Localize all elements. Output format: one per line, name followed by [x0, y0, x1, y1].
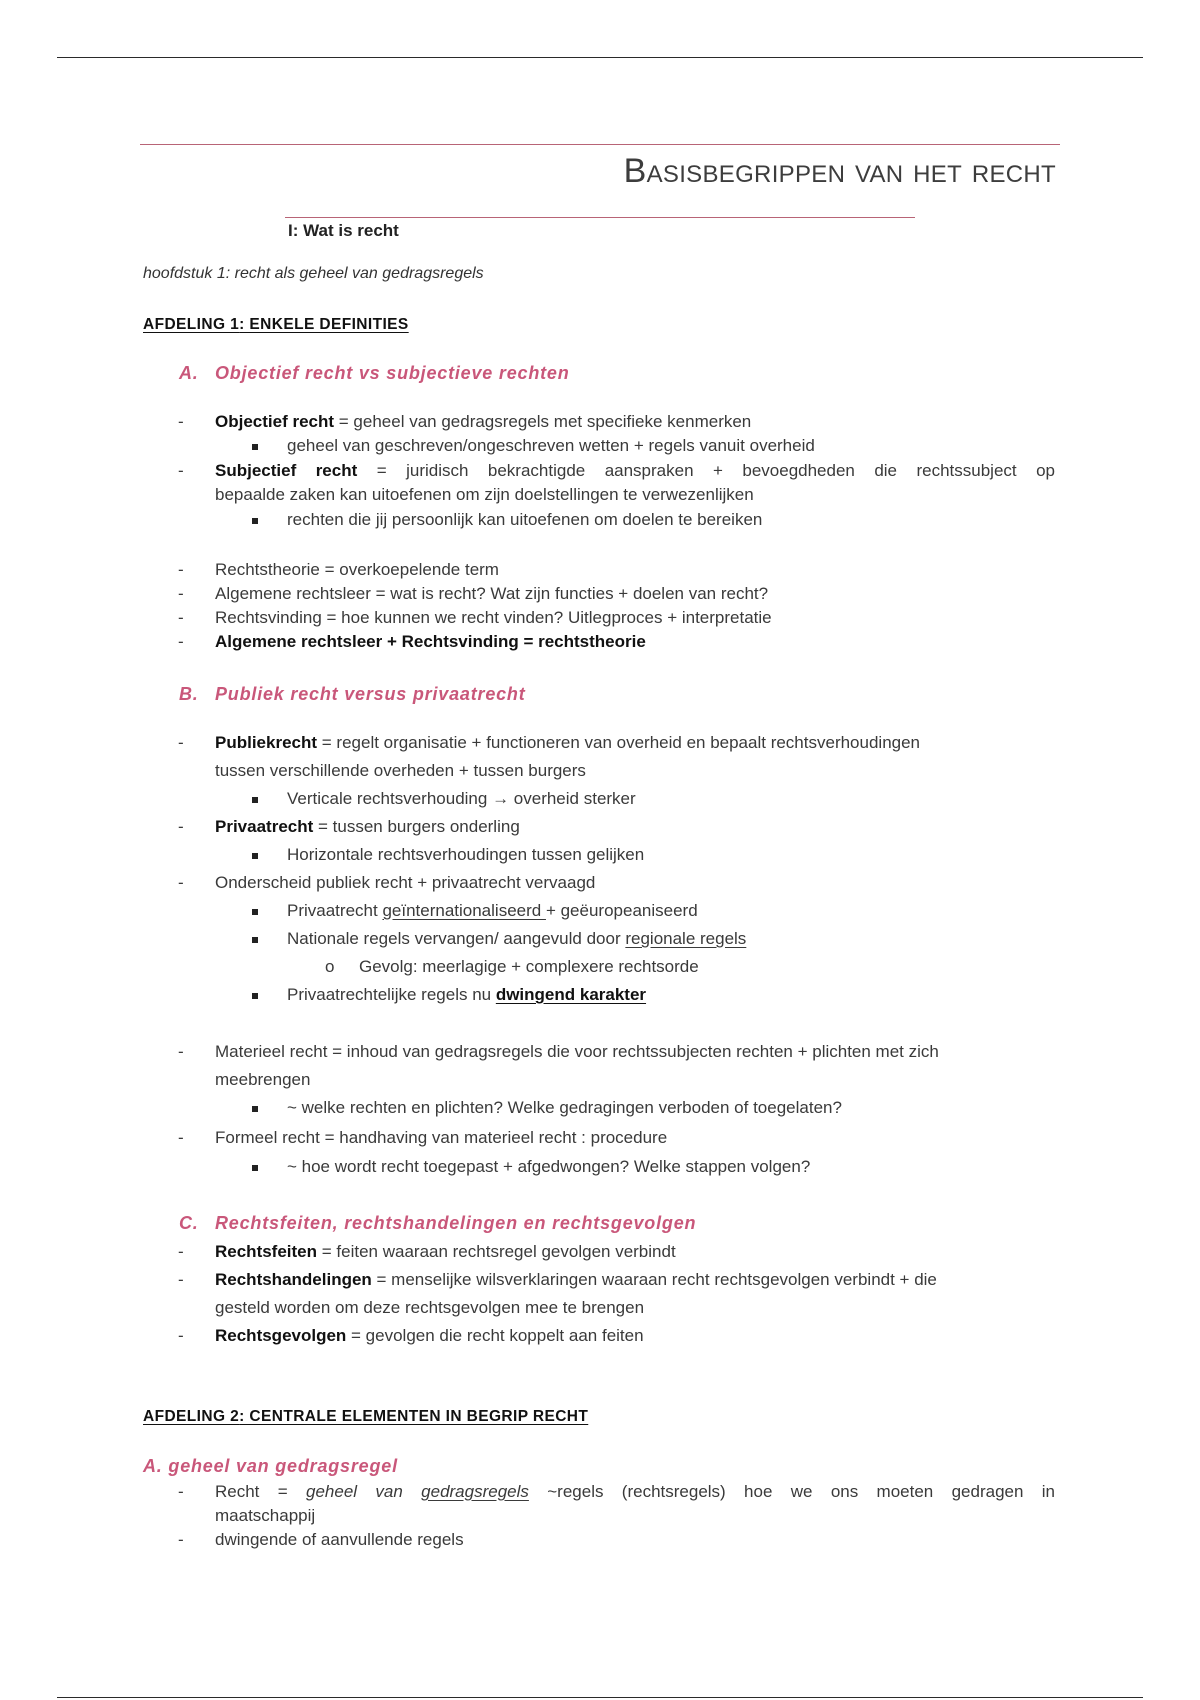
- bullet-square-icon: [252, 901, 258, 921]
- chapter-heading: hoofdstuk 1: recht als geheel van gedragsregels: [143, 265, 484, 282]
- list-item-continuation: bepaalde zaken kan uitoefenen om zijn doelstellingen te verwezenlijken: [215, 485, 754, 504]
- dash-marker: -: [178, 461, 184, 480]
- term: Objectief recht: [215, 412, 335, 431]
- list-item: Rechtsvinding = hoe kunnen we recht vinden? Uitlegproces + interpretatie: [215, 608, 772, 627]
- dash-marker: -: [178, 817, 184, 836]
- section-b-heading: [179, 684, 526, 705]
- afdeling-2-prefix: AFDELING 2: [143, 1408, 240, 1425]
- list-item: Rechtstheorie = overkoepelende term: [215, 560, 499, 579]
- list-item: [215, 461, 1055, 481]
- dash-marker: -: [178, 1242, 184, 1261]
- sub-list-item: [287, 929, 746, 949]
- item-text: = feiten waaraan rechtsregel gevolgen verbindt: [317, 1242, 676, 1261]
- page-bottom-rule: [57, 1697, 1143, 1698]
- section-a-letter: A.: [179, 363, 199, 383]
- dash-marker: -: [178, 608, 184, 627]
- dash-marker: -: [178, 733, 184, 752]
- term: Publiekrecht: [215, 733, 318, 752]
- list-item-continuation: meebrengen: [215, 1070, 311, 1089]
- bullet-circle-icon: o: [325, 957, 335, 976]
- list-item: [215, 1482, 1055, 1502]
- item-text: = juridisch bekrachtigde aanspraken + bevoegdheden die rechtssubject op: [357, 461, 1055, 480]
- sub-list-item: ~ welke rechten en plichten? Welke gedragingen verboden of toegelaten?: [287, 1098, 842, 1117]
- list-item: Onderscheid publiek recht + privaatrecht vervaagd: [215, 873, 596, 892]
- sub-list-item: rechten die jij persoonlijk kan uitoefenen om doelen te bereiken: [287, 510, 763, 529]
- bullet-square-icon: [252, 510, 258, 530]
- section-a-title: Objectief recht vs subjectieve rechten: [215, 363, 570, 383]
- term: Subjectief recht: [215, 461, 358, 480]
- list-item-continuation: tussen verschillende overheden + tussen burgers: [215, 761, 586, 780]
- bullet-square-icon: [252, 845, 258, 865]
- section-c-heading: [179, 1213, 696, 1234]
- sub-list-item: Horizontale rechtsverhoudingen tussen gelijken: [287, 845, 645, 864]
- item-text: Nationale regels vervangen/ aangevuld door: [287, 929, 626, 948]
- term: Privaatrecht: [215, 817, 314, 836]
- page-title: Basisbegrippen van het recht: [623, 152, 1056, 190]
- dash-marker: -: [178, 1042, 184, 1061]
- page-top-rule: [57, 57, 1143, 58]
- term: Rechtshandelingen: [215, 1270, 372, 1289]
- list-item: Algemene rechtsleer = wat is recht? Wat zijn functies + doelen van recht?: [215, 584, 769, 603]
- list-item: Formeel recht = handhaving van materieel recht : procedure: [215, 1128, 668, 1147]
- underlined-text: gedragsregels: [421, 1482, 529, 1501]
- underlined-text: regionale regels: [625, 929, 747, 948]
- part-heading: I: Wat is recht: [288, 221, 399, 240]
- item-text: Privaatrecht: [287, 901, 383, 920]
- dash-marker: -: [178, 1530, 184, 1549]
- afdeling-2-heading: [143, 1408, 588, 1426]
- sub-list-item: [287, 901, 698, 921]
- section-c-title: Rechtsfeiten, rechtshandelingen en rechtsgevolgen: [215, 1213, 697, 1233]
- item-text: Recht =: [215, 1482, 307, 1501]
- bullet-square-icon: [252, 789, 258, 809]
- sub-list-item: geheel van geschreven/ongeschreven wetten + regels vanuit overheid: [287, 436, 815, 455]
- list-item-continuation: maatschappij: [215, 1506, 316, 1525]
- title-top-rule: [140, 144, 1060, 145]
- underlined-text: geïnternationaliseerd: [382, 901, 546, 920]
- bullet-square-icon: [252, 1098, 258, 1118]
- term: Rechtsgevolgen: [215, 1326, 347, 1345]
- afdeling-1-heading: [143, 316, 409, 334]
- title-bottom-rule: [285, 217, 915, 218]
- section-b-letter: B.: [179, 684, 199, 704]
- italic-text: geheel van: [306, 1482, 422, 1501]
- list-item: [215, 412, 751, 432]
- dash-marker: -: [178, 1270, 184, 1289]
- list-item-continuation: gesteld worden om deze rechtsgevolgen mee te brengen: [215, 1298, 645, 1317]
- sub-list-item: Verticale rechtsverhouding → overheid sterker: [287, 789, 636, 808]
- sub-list-item: ~ hoe wordt recht toegepast + afgedwongen? Welke stappen volgen?: [287, 1157, 811, 1176]
- section-a-heading: [179, 363, 570, 384]
- dash-marker: -: [178, 1482, 184, 1501]
- bullet-square-icon: [252, 1157, 258, 1177]
- dash-marker: -: [178, 1128, 184, 1147]
- bullet-square-icon: [252, 985, 258, 1005]
- list-item: [215, 817, 520, 837]
- item-text: + geëuropeaniseerd: [545, 901, 698, 920]
- list-item: [215, 733, 920, 753]
- afdeling-1-prefix: AFDELING 1: [143, 316, 240, 333]
- list-item: dwingende of aanvullende regels: [215, 1530, 464, 1549]
- dash-marker: -: [178, 1326, 184, 1345]
- afdeling-2-title: : CENTRALE ELEMENTEN IN BEGRIP RECHT: [239, 1408, 589, 1425]
- dash-marker: -: [178, 632, 184, 651]
- list-item: [215, 1242, 676, 1262]
- item-text: = regelt organisatie + functioneren van overheid en bepaalt rechtsverhoudingen: [317, 733, 921, 752]
- bullet-square-icon: [252, 929, 258, 949]
- bullet-square-icon: [252, 436, 258, 456]
- afdeling-1-title: : ENKELE DEFINITIES: [239, 316, 409, 333]
- list-item: [215, 632, 646, 652]
- section-c-letter: C.: [179, 1213, 199, 1233]
- item-text: Privaatrechtelijke regels nu: [287, 985, 496, 1004]
- term: Algemene rechtsleer + Rechtsvinding = rechtstheorie: [215, 632, 646, 651]
- sub-sub-list-item: Gevolg: meerlagige + complexere rechtsorde: [359, 957, 699, 976]
- list-item: Materieel recht = inhoud van gedragsregels die voor rechtssubjecten rechten + plichten met zich: [215, 1042, 939, 1061]
- item-text: = menselijke wilsverklaringen waaraan recht rechtsgevolgen verbindt + die: [371, 1270, 937, 1289]
- dash-marker: -: [178, 412, 184, 431]
- dash-marker: -: [178, 560, 184, 579]
- section-b-title: Publiek recht versus privaatrecht: [215, 684, 526, 704]
- item-text: = geheel van gedragsregels met specifieke kenmerken: [334, 412, 752, 431]
- item-text: ~regels (rechtsregels) hoe we ons moeten gedragen in: [528, 1482, 1056, 1501]
- dash-marker: -: [178, 873, 184, 892]
- underlined-text: dwingend karakter: [495, 985, 647, 1004]
- list-item: [215, 1270, 937, 1290]
- item-text: = gevolgen die recht koppelt aan feiten: [346, 1326, 644, 1345]
- dash-marker: -: [178, 584, 184, 603]
- list-item: [215, 1326, 644, 1346]
- afdeling-2-section-a-heading: A. geheel van gedragsregel: [143, 1456, 398, 1476]
- sub-list-item: [287, 985, 646, 1005]
- term: Rechtsfeiten: [215, 1242, 318, 1261]
- item-text: = tussen burgers onderling: [313, 817, 520, 836]
